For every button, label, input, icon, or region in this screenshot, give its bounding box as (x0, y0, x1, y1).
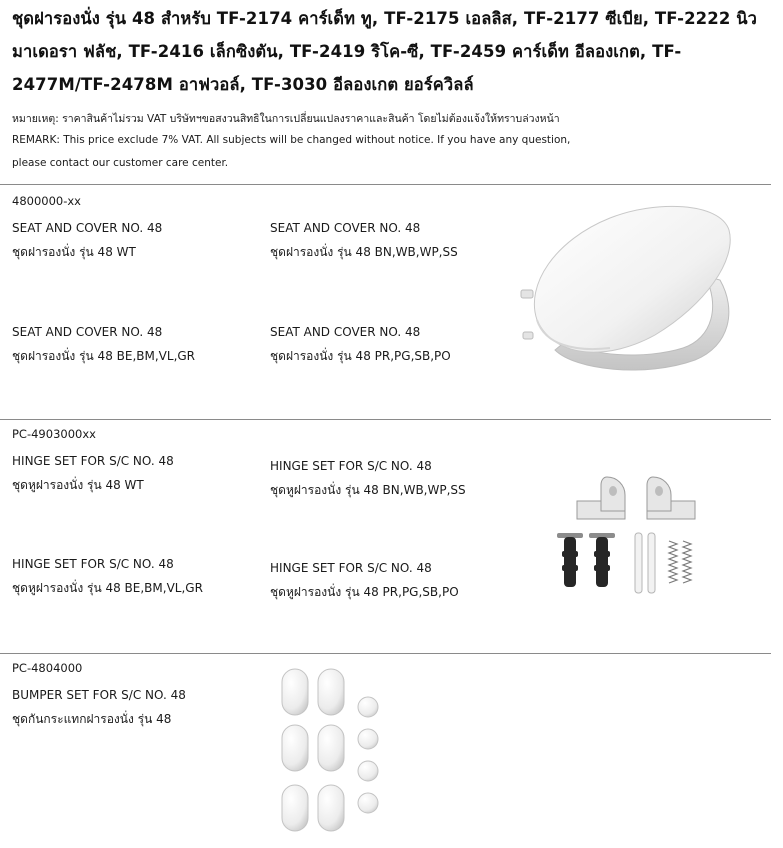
page-title: ชุดฝารองนั่ง รุ่น 48 สำหรับ TF-2174 คาร์เด็ท ทู, TF-2175 เอลลิส, TF-2177 ซีเบีย, TF-2222 นิวมาเดอรา ฟลัช, TF-2416 เล็กซิงตัน, TF-2419 ริโค-ซี, TF-2459 คาร์เด็ท อีลองเกต, TF-2477M/TF-2478M อาฟวอล์, TF-3030 อีลองเกต ยอร์ควิลล์ (12, 9, 757, 94)
item-name-th: ชุดหูฝารองนั่ง รุ่น 48 BE,BM,VL,GR (12, 581, 203, 595)
hinge-set-image (555, 471, 705, 601)
list-item (12, 216, 162, 264)
item-name-en: BUMPER SET FOR S/C NO. 48 (12, 688, 186, 702)
item-name-en: HINGE SET FOR S/C NO. 48 (270, 561, 432, 575)
item-name-th: ชุดฝารองนั่ง รุ่น 48 BN,WB,WP,SS (270, 245, 458, 259)
list-item (270, 320, 451, 368)
list-item (12, 683, 186, 731)
item-name-en: HINGE SET FOR S/C NO. 48 (270, 459, 432, 473)
item-name-en: HINGE SET FOR S/C NO. 48 (12, 454, 174, 468)
divider (0, 653, 771, 654)
list-item (12, 320, 195, 368)
divider (0, 419, 771, 420)
note-thai: หมายเหตุ: ราคาสินค้าไม่รวม VAT บริษัทฯขอสงวนสิทธิในการเปลี่ยนแปลงราคาและสินค้า โดยไม่ต้องแจ้งให้ทราบล่วงหน้า (12, 113, 560, 125)
item-name-th: ชุดฝารองนั่ง รุ่น 48 PR,PG,SB,PO (270, 349, 451, 363)
product-code: 4800000-xx (12, 194, 81, 208)
toilet-seat-image (515, 200, 735, 380)
list-item (270, 454, 466, 502)
list-item (270, 556, 459, 604)
section-hinge-set (0, 421, 783, 651)
item-name-th: ชุดหูฝารองนั่ง รุ่น 48 WT (12, 478, 144, 492)
list-item (12, 449, 174, 497)
bumper-set-image (278, 667, 388, 837)
note-english-line-2: please contact our customer care center. (12, 157, 229, 169)
product-code: PC-4804000 (12, 661, 83, 675)
item-name-en: SEAT AND COVER NO. 48 (270, 325, 421, 339)
item-name-th: ชุดฝารองนั่ง รุ่น 48 BE,BM,VL,GR (12, 349, 196, 363)
item-name-th: ชุดหูฝารองนั่ง รุ่น 48 PR,PG,SB,PO (270, 585, 459, 599)
note-english-line-1: REMARK: This price exclude 7% VAT. All subjects will be changed without notice. If you have any question, (12, 134, 571, 146)
item-name-th: ชุดฝารองนั่ง รุ่น 48 WT (12, 245, 136, 259)
item-name-en: SEAT AND COVER NO. 48 (12, 325, 163, 339)
list-item (12, 552, 203, 600)
item-name-en: HINGE SET FOR S/C NO. 48 (12, 557, 174, 571)
divider (0, 184, 771, 185)
item-name-en: SEAT AND COVER NO. 48 (270, 221, 421, 235)
product-code: PC-4903000xx (12, 427, 96, 441)
item-name-th: ชุดหูฝารองนั่ง รุ่น 48 BN,WB,WP,SS (270, 483, 466, 497)
list-item (270, 216, 458, 264)
section-seat-cover (0, 186, 783, 418)
item-name-en: SEAT AND COVER NO. 48 (12, 221, 163, 235)
item-name-th: ชุดกันกระแทกฝารองนั่ง รุ่น 48 (12, 712, 172, 726)
section-bumper-set (0, 655, 783, 848)
page-header (12, 2, 776, 175)
